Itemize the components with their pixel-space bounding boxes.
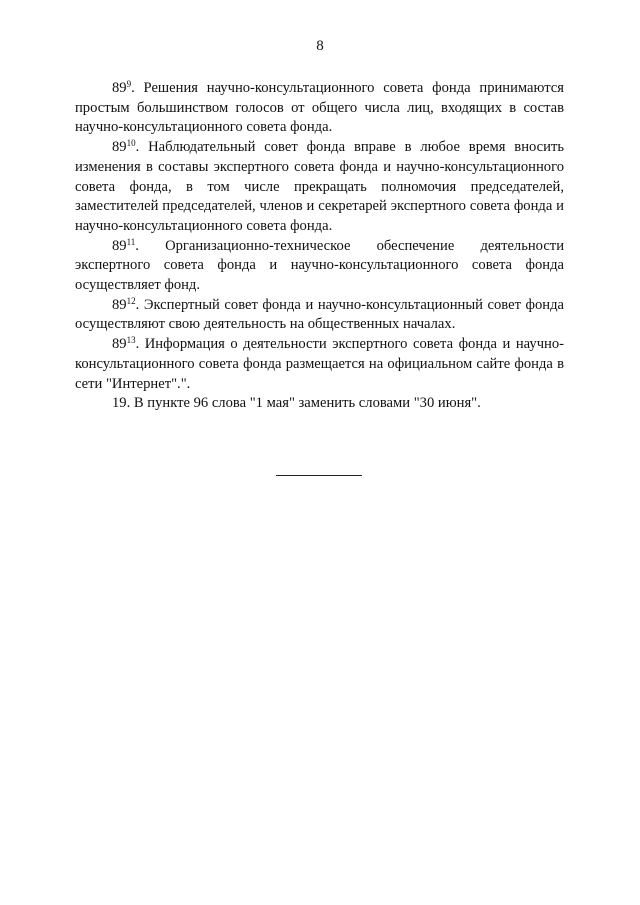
clause-number: 89 bbox=[112, 139, 127, 156]
page-number: 8 bbox=[316, 38, 324, 54]
clause-number: 89 bbox=[112, 237, 127, 254]
clause-text: . Наблюдательный совет фонда вправе в любое время вносить изменения в составы экспертного совета фонда и научно-консультационного совета фонда, в том числе прекращать полномочия председателей, заместителей председателей, членов и секретарей экспертного совета фонда и научно-консультационного совета фонда. bbox=[75, 139, 564, 234]
clause-text: . Информация о деятельности экспертного совета фонда и научно-консультационного совета фонда размещается на официальном сайте фонда в сети "Интернет".". bbox=[75, 336, 564, 392]
paragraph-89-13 bbox=[75, 335, 564, 394]
end-separator-line bbox=[276, 475, 362, 476]
clause-number: 89 bbox=[112, 336, 127, 353]
paragraph-89-10 bbox=[75, 138, 564, 237]
clause-text: . Решения научно-консультационного совета фонда принимаются простым большинством голосов от общего числа лиц, входящих в состав научно-консультационного совета фонда. bbox=[75, 80, 564, 136]
document-body bbox=[75, 79, 564, 414]
clause-text: . Экспертный совет фонда и научно-консультационный совет фонда осуществляют свою деятельность на общественных началах. bbox=[75, 296, 564, 333]
clause-superscript: 11 bbox=[126, 236, 136, 247]
paragraph-89-12 bbox=[75, 296, 564, 335]
clause-number: 89 bbox=[112, 80, 127, 96]
clause-superscript: 9 bbox=[126, 79, 132, 89]
clause-superscript: 12 bbox=[126, 295, 136, 306]
paragraph-89-9 bbox=[75, 79, 564, 138]
clause-number: 89 bbox=[112, 296, 127, 313]
clause-text: . Организационно-техническое обеспечение деятельности экспертного совета фонда и научно-консультационного совета фонда осуществляет фонд. bbox=[75, 237, 564, 294]
clause-superscript: 13 bbox=[126, 335, 136, 346]
clause-superscript: 10 bbox=[126, 138, 136, 149]
paragraph-item-19: 19. В пункте 96 слова "1 мая" заменить словами "30 июня". bbox=[112, 395, 481, 412]
paragraph-89-11 bbox=[75, 237, 564, 296]
